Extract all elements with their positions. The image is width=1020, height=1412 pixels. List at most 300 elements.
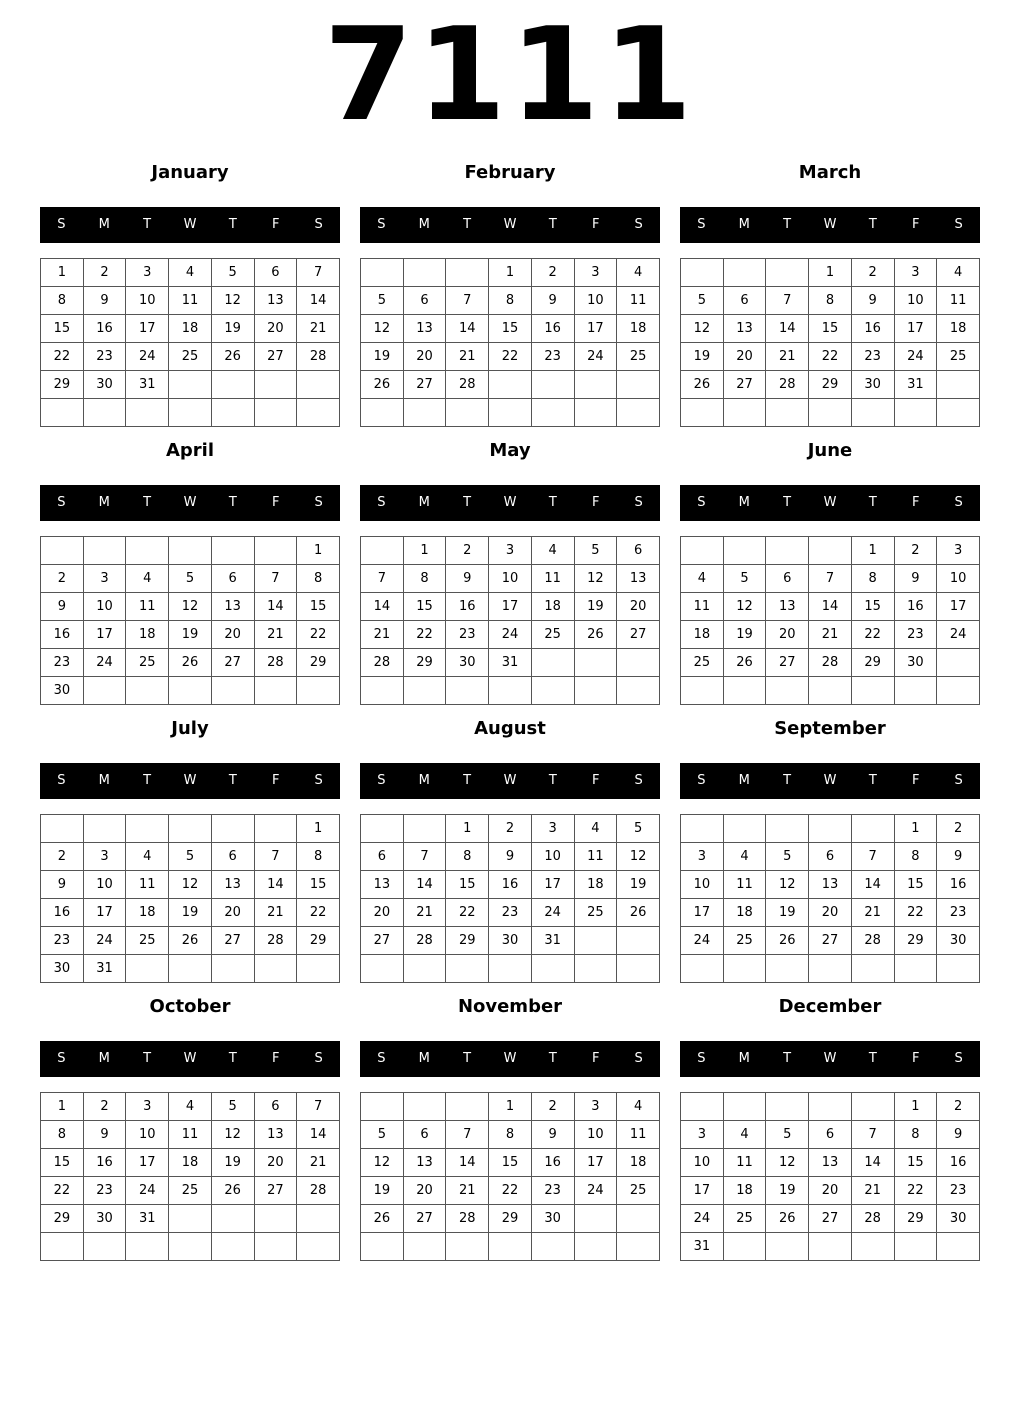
day-cell: [681, 677, 724, 705]
day-cell: 6: [766, 565, 809, 593]
day-cell: 16: [41, 899, 84, 927]
weekday-label: W: [183, 1051, 197, 1066]
day-cell: 12: [723, 593, 766, 621]
weekday-label: S: [697, 773, 706, 788]
week-row: [681, 287, 980, 315]
weekday-label: S: [57, 217, 66, 232]
day-cell: [41, 399, 84, 427]
day-cell: 15: [403, 593, 446, 621]
day-cell: 18: [617, 1149, 660, 1177]
day-cell: 13: [723, 315, 766, 343]
day-cell: 22: [489, 343, 532, 371]
day-cell: [489, 1233, 532, 1261]
day-cell: 16: [531, 315, 574, 343]
weekday-label: M: [418, 773, 430, 788]
day-cell: 18: [723, 899, 766, 927]
day-cell: 15: [41, 1149, 84, 1177]
week-row: [361, 399, 660, 427]
weekday-label: T: [868, 773, 877, 788]
day-cell: 16: [937, 1149, 980, 1177]
day-cell: [574, 399, 617, 427]
day-cell: 2: [937, 1093, 980, 1121]
day-cell: 29: [403, 649, 446, 677]
day-cell: 21: [766, 343, 809, 371]
day-cell: 9: [531, 287, 574, 315]
day-cell: 12: [211, 1121, 254, 1149]
day-cell: [489, 955, 532, 983]
day-cell: [446, 955, 489, 983]
weekday-label: S: [954, 217, 963, 232]
day-cell: [254, 677, 297, 705]
week-row: [41, 1093, 340, 1121]
day-cell: 11: [617, 287, 660, 315]
weekday-header: [680, 485, 980, 521]
day-cell: 25: [574, 899, 617, 927]
day-cell: 17: [681, 899, 724, 927]
day-cell: 24: [937, 621, 980, 649]
day-cell: [489, 399, 532, 427]
day-cell: [126, 815, 169, 843]
day-cell: 7: [446, 287, 489, 315]
day-cell: [681, 537, 724, 565]
day-cell: 5: [766, 843, 809, 871]
day-cell: 12: [361, 315, 404, 343]
day-cell: 14: [809, 593, 852, 621]
day-cell: 30: [489, 927, 532, 955]
day-cell: 14: [446, 315, 489, 343]
month-october: [40, 994, 340, 1264]
day-cell: 6: [254, 1093, 297, 1121]
week-row: [361, 259, 660, 287]
day-cell: [361, 955, 404, 983]
day-cell: 29: [851, 649, 894, 677]
day-cell: 25: [937, 343, 980, 371]
day-cell: 3: [83, 565, 126, 593]
week-row: [681, 1121, 980, 1149]
day-cell: [617, 955, 660, 983]
weekday-label: M: [738, 773, 750, 788]
day-cell: [809, 537, 852, 565]
day-cell: [809, 1093, 852, 1121]
day-cell: [254, 815, 297, 843]
day-cell: [211, 1205, 254, 1233]
day-cell: [894, 399, 937, 427]
day-cell: 23: [41, 927, 84, 955]
week-row: [41, 927, 340, 955]
day-cell: [83, 1233, 126, 1261]
day-cell: [403, 677, 446, 705]
day-cell: 12: [361, 1149, 404, 1177]
day-cell: 20: [766, 621, 809, 649]
day-cell: [446, 259, 489, 287]
day-cell: [403, 1093, 446, 1121]
day-cell: 4: [617, 259, 660, 287]
day-cell: [403, 955, 446, 983]
year-title: 7111: [323, 1, 697, 150]
day-cell: 16: [894, 593, 937, 621]
day-cell: 29: [297, 927, 340, 955]
week-row: [681, 649, 980, 677]
day-cell: 19: [574, 593, 617, 621]
day-cell: 30: [937, 927, 980, 955]
week-row: [681, 1205, 980, 1233]
day-grid: [680, 258, 980, 427]
week-row: [41, 399, 340, 427]
day-cell: 19: [681, 343, 724, 371]
day-cell: 2: [446, 537, 489, 565]
day-cell: 22: [894, 899, 937, 927]
day-cell: 14: [361, 593, 404, 621]
day-cell: 9: [41, 593, 84, 621]
weekday-label: F: [911, 217, 920, 232]
day-cell: [169, 1205, 212, 1233]
day-cell: 7: [254, 565, 297, 593]
day-cell: 17: [937, 593, 980, 621]
day-cell: 17: [126, 315, 169, 343]
day-cell: 19: [169, 621, 212, 649]
week-row: [681, 593, 980, 621]
day-cell: 15: [851, 593, 894, 621]
weekday-label: F: [591, 217, 600, 232]
day-cell: 3: [126, 1093, 169, 1121]
week-row: [41, 843, 340, 871]
day-cell: 11: [681, 593, 724, 621]
month-may: [360, 438, 660, 708]
day-cell: 31: [489, 649, 532, 677]
week-row: [361, 843, 660, 871]
week-row: [41, 371, 340, 399]
day-cell: 1: [403, 537, 446, 565]
day-cell: 22: [297, 621, 340, 649]
day-cell: 23: [446, 621, 489, 649]
day-cell: [446, 1093, 489, 1121]
day-cell: 17: [574, 1149, 617, 1177]
weekday-label: M: [418, 495, 430, 510]
day-cell: [617, 927, 660, 955]
day-cell: 7: [297, 259, 340, 287]
day-cell: 25: [126, 649, 169, 677]
day-cell: 10: [937, 565, 980, 593]
week-row: [681, 927, 980, 955]
day-cell: [254, 955, 297, 983]
day-cell: 14: [254, 871, 297, 899]
weekday-label: S: [377, 1051, 386, 1066]
month-name: June: [807, 440, 853, 461]
weekday-label: F: [271, 773, 280, 788]
day-cell: 26: [617, 899, 660, 927]
weekday-header: [680, 1041, 980, 1077]
day-cell: [169, 399, 212, 427]
day-cell: [531, 955, 574, 983]
weekday-label: S: [634, 495, 643, 510]
day-cell: 28: [446, 371, 489, 399]
day-cell: [894, 1233, 937, 1261]
day-cell: 27: [254, 343, 297, 371]
day-cell: 3: [681, 1121, 724, 1149]
weekday-label: S: [697, 495, 706, 510]
month-name: April: [165, 440, 215, 461]
day-cell: 26: [723, 649, 766, 677]
week-row: [41, 621, 340, 649]
day-cell: 30: [83, 1205, 126, 1233]
day-cell: 4: [531, 537, 574, 565]
day-cell: [41, 537, 84, 565]
day-cell: 3: [574, 1093, 617, 1121]
weekday-label: M: [418, 1051, 430, 1066]
day-cell: 28: [766, 371, 809, 399]
day-cell: 7: [851, 843, 894, 871]
day-cell: 3: [681, 843, 724, 871]
day-cell: 24: [83, 927, 126, 955]
day-cell: 15: [894, 871, 937, 899]
day-cell: 13: [809, 871, 852, 899]
day-cell: 9: [446, 565, 489, 593]
day-cell: 22: [403, 621, 446, 649]
day-cell: [574, 1233, 617, 1261]
day-cell: 23: [894, 621, 937, 649]
day-cell: [297, 399, 340, 427]
day-cell: [851, 677, 894, 705]
day-grid: [40, 536, 340, 705]
day-cell: [403, 399, 446, 427]
day-cell: 9: [894, 565, 937, 593]
day-cell: [766, 537, 809, 565]
day-cell: 11: [169, 287, 212, 315]
day-cell: 13: [617, 565, 660, 593]
day-cell: 28: [809, 649, 852, 677]
week-row: [41, 1149, 340, 1177]
day-cell: 29: [41, 1205, 84, 1233]
weekday-label: T: [463, 495, 472, 510]
day-cell: 17: [83, 621, 126, 649]
day-cell: 8: [489, 1121, 532, 1149]
day-cell: 19: [361, 343, 404, 371]
day-cell: 6: [403, 287, 446, 315]
day-cell: 20: [617, 593, 660, 621]
day-cell: 19: [766, 899, 809, 927]
day-cell: 14: [297, 287, 340, 315]
day-cell: 19: [766, 1177, 809, 1205]
day-cell: [126, 1233, 169, 1261]
weekday-label: S: [57, 773, 66, 788]
month-name: January: [151, 162, 229, 183]
day-cell: 28: [446, 1205, 489, 1233]
day-cell: 30: [851, 371, 894, 399]
day-cell: [361, 399, 404, 427]
day-cell: 11: [723, 871, 766, 899]
day-cell: 5: [617, 815, 660, 843]
day-cell: 11: [723, 1149, 766, 1177]
day-cell: [617, 649, 660, 677]
day-cell: [211, 1233, 254, 1261]
day-cell: [894, 677, 937, 705]
week-row: [361, 1233, 660, 1261]
day-cell: 6: [809, 843, 852, 871]
day-cell: [937, 677, 980, 705]
day-cell: 9: [83, 287, 126, 315]
day-cell: [254, 537, 297, 565]
day-cell: 12: [169, 871, 212, 899]
day-cell: [723, 677, 766, 705]
day-cell: 5: [169, 843, 212, 871]
day-cell: [297, 371, 340, 399]
day-cell: [574, 677, 617, 705]
day-cell: 11: [617, 1121, 660, 1149]
weekday-label: W: [823, 217, 837, 232]
day-cell: 26: [361, 1205, 404, 1233]
day-cell: 24: [574, 343, 617, 371]
day-cell: 28: [254, 927, 297, 955]
day-cell: 31: [531, 927, 574, 955]
day-cell: 8: [297, 565, 340, 593]
day-cell: 19: [723, 621, 766, 649]
weekday-label: S: [377, 495, 386, 510]
day-cell: 20: [809, 1177, 852, 1205]
week-row: [41, 1177, 340, 1205]
day-cell: 29: [446, 927, 489, 955]
day-cell: 19: [211, 315, 254, 343]
day-cell: 16: [446, 593, 489, 621]
weekday-label: T: [548, 495, 557, 510]
day-cell: 20: [723, 343, 766, 371]
day-cell: 13: [254, 287, 297, 315]
day-cell: [361, 259, 404, 287]
day-cell: 29: [809, 371, 852, 399]
week-row: [681, 1093, 980, 1121]
day-cell: 25: [617, 343, 660, 371]
day-cell: 2: [489, 815, 532, 843]
week-row: [681, 315, 980, 343]
day-cell: 6: [723, 287, 766, 315]
day-cell: [361, 677, 404, 705]
day-cell: 12: [766, 1149, 809, 1177]
weekday-label: T: [868, 217, 877, 232]
day-cell: 13: [403, 315, 446, 343]
day-cell: 26: [169, 927, 212, 955]
day-cell: 27: [403, 1205, 446, 1233]
day-cell: 20: [809, 899, 852, 927]
week-row: [681, 371, 980, 399]
day-cell: 3: [937, 537, 980, 565]
day-cell: 4: [574, 815, 617, 843]
day-cell: 22: [446, 899, 489, 927]
week-row: [361, 1149, 660, 1177]
day-cell: [403, 259, 446, 287]
month-january: [40, 160, 340, 430]
day-cell: 4: [723, 1121, 766, 1149]
weekday-label: T: [463, 1051, 472, 1066]
day-cell: [937, 955, 980, 983]
day-cell: 22: [894, 1177, 937, 1205]
day-cell: 27: [809, 927, 852, 955]
day-cell: 21: [254, 621, 297, 649]
day-cell: 3: [83, 843, 126, 871]
day-cell: 5: [169, 565, 212, 593]
day-cell: 9: [851, 287, 894, 315]
day-cell: 31: [126, 1205, 169, 1233]
day-cell: 7: [361, 565, 404, 593]
day-cell: 14: [254, 593, 297, 621]
day-cell: 1: [41, 1093, 84, 1121]
month-name: February: [464, 162, 556, 183]
day-cell: 13: [361, 871, 404, 899]
month-november: [360, 994, 660, 1264]
day-cell: 25: [617, 1177, 660, 1205]
weekday-label: T: [783, 495, 792, 510]
weekday-label: S: [634, 1051, 643, 1066]
day-cell: 8: [851, 565, 894, 593]
week-row: [361, 927, 660, 955]
weekday-header: [680, 763, 980, 799]
day-cell: 7: [297, 1093, 340, 1121]
day-cell: 5: [361, 287, 404, 315]
weekday-label: S: [314, 1051, 323, 1066]
day-cell: [169, 815, 212, 843]
day-cell: [211, 537, 254, 565]
day-cell: 4: [169, 1093, 212, 1121]
weekday-label: T: [463, 773, 472, 788]
day-cell: 6: [254, 259, 297, 287]
day-cell: 12: [211, 287, 254, 315]
week-row: [41, 565, 340, 593]
day-cell: 29: [297, 649, 340, 677]
day-cell: 20: [254, 1149, 297, 1177]
day-cell: 18: [681, 621, 724, 649]
day-cell: [403, 1233, 446, 1261]
week-row: [681, 843, 980, 871]
day-cell: 17: [574, 315, 617, 343]
day-cell: [809, 1233, 852, 1261]
day-cell: 12: [169, 593, 212, 621]
day-cell: 31: [83, 955, 126, 983]
weekday-label: S: [954, 1051, 963, 1066]
day-cell: 12: [766, 871, 809, 899]
week-row: [361, 287, 660, 315]
day-cell: 17: [531, 871, 574, 899]
day-cell: 6: [617, 537, 660, 565]
day-cell: [681, 815, 724, 843]
day-cell: [446, 1233, 489, 1261]
weekday-label: M: [738, 495, 750, 510]
day-cell: [617, 1233, 660, 1261]
day-cell: [617, 1205, 660, 1233]
day-cell: [723, 1093, 766, 1121]
weekday-label: F: [271, 495, 280, 510]
day-cell: 26: [766, 1205, 809, 1233]
day-cell: 15: [297, 593, 340, 621]
day-cell: 2: [41, 843, 84, 871]
day-cell: 1: [894, 1093, 937, 1121]
day-cell: 23: [937, 1177, 980, 1205]
day-cell: [574, 1205, 617, 1233]
month-june: [680, 438, 980, 708]
day-cell: 20: [211, 621, 254, 649]
week-row: [41, 955, 340, 983]
day-cell: 19: [617, 871, 660, 899]
day-cell: 8: [489, 287, 532, 315]
day-cell: 8: [894, 843, 937, 871]
day-cell: 15: [894, 1149, 937, 1177]
day-cell: 16: [489, 871, 532, 899]
day-cell: [361, 1093, 404, 1121]
day-cell: 24: [894, 343, 937, 371]
day-cell: 28: [254, 649, 297, 677]
day-cell: [169, 1233, 212, 1261]
day-cell: 7: [254, 843, 297, 871]
month-name: October: [149, 996, 231, 1017]
week-row: [361, 1121, 660, 1149]
day-cell: 4: [126, 565, 169, 593]
